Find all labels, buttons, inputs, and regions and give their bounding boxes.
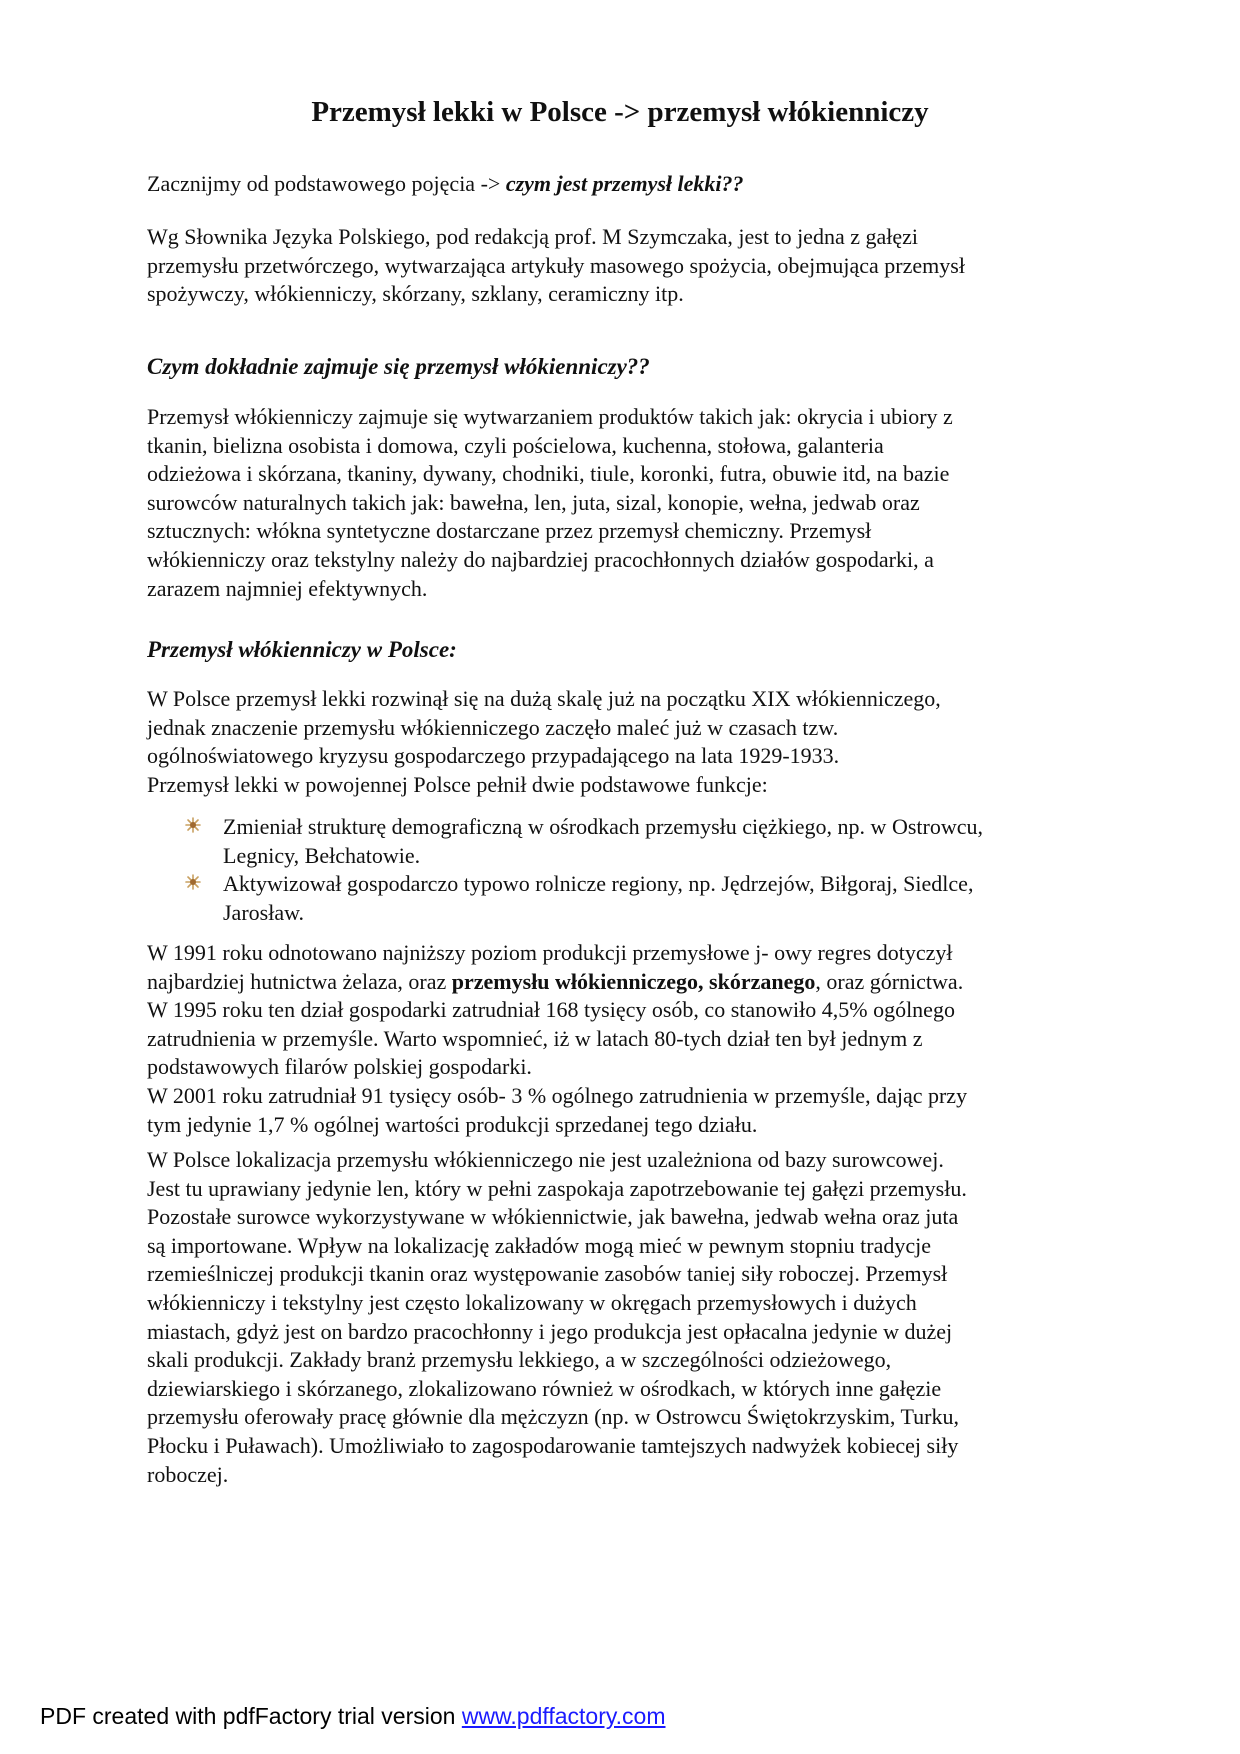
text-line xyxy=(147,968,1097,997)
text-line: rzemieślniczej produkcji tkanin oraz występowanie zasobów taniej siły roboczej. Przemysł xyxy=(147,1261,948,1287)
text-line: Zmieniał strukturę demograficzną w ośrodkach przemysłu ciężkiego, np. w Ostrowcu, xyxy=(223,814,983,839)
text-line: tkanin, bielizna osobista i domowa, czyli pościelowa, kuchenna, stołowa, galanteria xyxy=(147,432,884,458)
text-line: W Polsce przemysł lekki rozwinął się na dużą skalę już na początku XIX włókienniczego, xyxy=(147,686,941,711)
text-line: W 2001 roku zatrudniał 91 tysięcy osób- 3 % ogólnego zatrudnienia w przemyśle, dając przy xyxy=(147,1082,968,1108)
text-line: Legnicy, Bełchatowie. xyxy=(223,842,421,868)
text-line: W Polsce lokalizacja przemysłu włókienniczego nie jest uzależniona od bazy surowcowej. xyxy=(147,1147,944,1172)
text-line: Jarosław. xyxy=(223,899,305,925)
text-line: ogólnoświatowego kryzysu gospodarczego przypadającego na lata 1929-1933. xyxy=(147,743,840,769)
location-paragraph xyxy=(147,1146,1097,1489)
text-line: Przemysł lekki w powojennej Polsce pełnił dwie podstawowe funkcje: xyxy=(147,771,768,797)
text-line: podstawowych filarów polskiej gospodarki. xyxy=(147,1054,532,1080)
text-segment: najbardziej hutnictwa żelaza, oraz xyxy=(147,968,452,994)
text-line: włókienniczy i tekstylny jest często lokalizowany w okręgach przemysłowych i dużych xyxy=(147,1289,917,1315)
text-segment: , oraz górnictwa. xyxy=(815,968,964,994)
text-line: sztucznych: włókna syntetyczne dostarczane przez przemysł chemiczny. Przemysł xyxy=(147,518,872,544)
pdf-footer xyxy=(40,1702,666,1730)
starburst-bullet-icon xyxy=(185,874,201,890)
text-line: W 1991 roku odnotowano najniższy poziom produkcji przemysłowe j- owy regres dotyczył xyxy=(147,940,953,965)
list-item xyxy=(147,870,1107,927)
statistics-paragraph xyxy=(147,939,1097,1139)
intro-lead: Zacznijmy od podstawowego pojęcia -> xyxy=(147,171,506,196)
text-line: dziewiarskiego i skórzanego, zlokalizowano również w ośrodkach, w których inne gałęzie xyxy=(147,1375,942,1401)
functions-list xyxy=(147,813,1107,927)
textile-scope-paragraph xyxy=(147,403,1097,603)
emphasis-text: przemysłu włókienniczego, skórzanego xyxy=(451,968,816,994)
footer-link[interactable]: www.pdffactory.com xyxy=(461,1703,666,1729)
text-line: Przemysł włókienniczy zajmuje się wytwarzaniem produktów takich jak: okrycia i ubiory z xyxy=(147,404,953,429)
text-line: przemysłu oferowały pracę głównie dla mężczyzn (np. w Ostrowcu Świętokrzyskim, Turku, xyxy=(147,1404,959,1430)
definition-paragraph xyxy=(147,223,1097,309)
text-line: Pozostałe surowce wykorzystywane w włókiennictwie, jak bawełna, jedwab wełna oraz juta xyxy=(147,1204,959,1230)
text-line: Wg Słownika Języka Polskiego, pod redakcją prof. M Szymczaka, jest to jedna z gałęzi xyxy=(147,224,918,249)
text-line: Płocku i Puławach). Umożliwiało to zagospodarowanie tamtejszych nadwyżek kobiecej siły xyxy=(147,1432,959,1458)
section-heading-textile-scope: Czym dokładnie zajmuje się przemysł włókienniczy?? xyxy=(147,354,650,379)
starburst-bullet-icon xyxy=(185,817,201,833)
text-line: roboczej. xyxy=(147,1461,229,1487)
intro-question: czym jest przemysł lekki?? xyxy=(505,171,744,196)
list-item xyxy=(147,813,1107,870)
text-line: spożywczy, włókienniczy, skórzany, szklany, ceramiczny itp. xyxy=(147,281,684,307)
text-line: odzieżowa i skórzana, tkaniny, dywany, chodniki, tiule, koronki, futra, obuwie itd, na bazie xyxy=(147,461,950,487)
text-line: zarazem najmniej efektywnych. xyxy=(147,575,428,601)
text-line: surowców naturalnych takich jak: bawełna, len, juta, sizal, konopie, wełna, jedwab oraz xyxy=(147,489,920,515)
text-line: Aktywizował gospodarczo typowo rolnicze regiony, np. Jędrzejów, Biłgoraj, Siedlce, xyxy=(223,871,974,897)
section-heading-textile-poland: Przemysł włókienniczy w Polsce: xyxy=(147,637,457,662)
text-line: tym jedynie 1,7 % ogólnej wartości produkcji sprzedanej tego działu. xyxy=(147,1111,758,1137)
text-line: zatrudnienia w przemyśle. Warto wspomnieć, iż w latach 80-tych dział ten był jednym z xyxy=(147,1025,923,1051)
text-line: włókienniczy oraz tekstylny należy do najbardziej pracochłonnych działów gospodarki, a xyxy=(147,546,934,572)
text-line: miastach, gdyż jest on bardzo pracochłonny i jego produkcja jest opłacalna jedynie w dużej xyxy=(147,1318,953,1344)
text-line: jednak znaczenie przemysłu włókienniczego zaczęło maleć już w czasach tzw. xyxy=(147,714,839,740)
text-line: skali produkcji. Zakłady branż przemysłu lekkiego, a w szczególności odzieżowego, xyxy=(147,1347,892,1373)
text-line: Jest tu uprawiany jedynie len, który w pełni zaspokaja zapotrzebowanie tej gałęzi przemysłu. xyxy=(147,1175,967,1201)
text-line: przemysłu przetwórczego, wytwarzająca artykuły masowego spożycia, obejmująca przemysł xyxy=(147,252,965,278)
footer-text: PDF created with pdfFactory trial version xyxy=(40,1703,462,1729)
intro-paragraph xyxy=(147,170,1097,199)
text-line: W 1995 roku ten dział gospodarki zatrudniał 168 tysięcy osób, co stanowiło 4,5% ogólnego xyxy=(147,997,955,1023)
history-paragraph xyxy=(147,685,1097,799)
document-title: Przemysł lekki w Polsce -> przemysł włókienniczy xyxy=(311,96,929,128)
text-line: są importowane. Wpływ na lokalizację zakładów mogą mieć w pewnym stopniu tradycje xyxy=(147,1232,932,1258)
